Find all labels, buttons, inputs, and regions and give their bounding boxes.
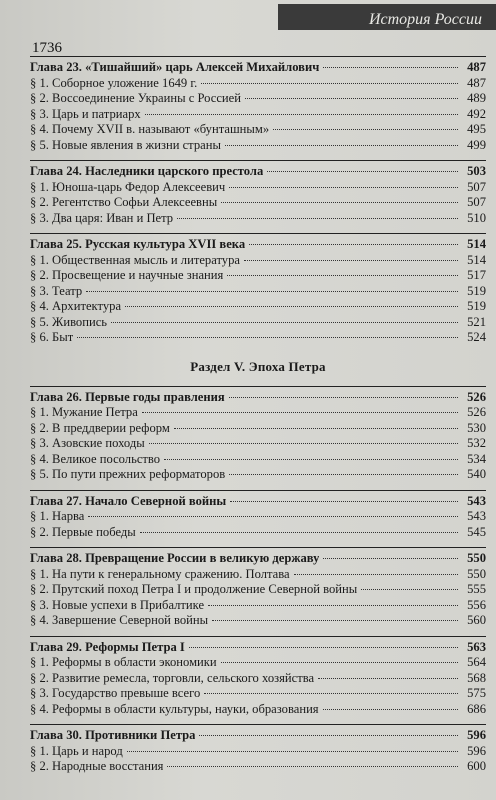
dot-leader — [323, 709, 458, 710]
page-ref: 530 — [467, 420, 486, 435]
page-ref: 521 — [467, 314, 486, 329]
section-label: § 2. Регентство Софьи Алексеевны — [30, 195, 218, 209]
header-bar — [278, 4, 496, 30]
dot-leader — [318, 678, 458, 679]
dot-leader — [174, 428, 458, 429]
page-ref: 503 — [467, 164, 486, 178]
section-row[interactable] — [30, 467, 486, 483]
section-label: § 4. Реформы в области культуры, науки, образования — [30, 701, 319, 716]
section-row[interactable] — [30, 211, 486, 227]
chapter-row[interactable] — [30, 640, 486, 656]
dot-leader — [245, 98, 458, 99]
section-label: § 3. Государство превыше всего — [30, 686, 201, 700]
dot-leader — [229, 397, 458, 398]
page-ref: 519 — [467, 283, 486, 298]
dot-leader — [149, 443, 458, 444]
page-ref: 564 — [467, 655, 486, 669]
page-ref: 600 — [467, 759, 486, 773]
section-row[interactable] — [30, 702, 486, 718]
section-row[interactable] — [30, 525, 486, 541]
page-ref: 686 — [467, 701, 486, 716]
section-label: § 1. Мужание Петра — [30, 405, 138, 419]
page-ref: 507 — [467, 195, 486, 209]
chapter-block — [30, 547, 486, 629]
section-row[interactable] — [30, 91, 486, 107]
dot-leader — [361, 589, 458, 590]
section-row[interactable] — [30, 299, 486, 315]
dot-leader — [267, 171, 458, 172]
dot-leader — [212, 620, 458, 621]
dot-leader — [111, 322, 458, 323]
section-label: § 1. Реформы в области экономики — [30, 655, 217, 669]
dot-leader — [230, 501, 458, 502]
chapter-block — [30, 724, 486, 775]
chapter-block — [30, 636, 486, 718]
page-ref: 568 — [467, 670, 486, 685]
chapter-block — [30, 490, 486, 541]
dot-leader — [221, 662, 458, 663]
section-row[interactable] — [30, 671, 486, 687]
page-ref: 534 — [467, 451, 486, 466]
dot-leader — [201, 83, 458, 84]
chapter-title: Глава 28. Превращение России в великую державу — [30, 551, 320, 565]
chapter-block — [30, 233, 486, 346]
chapter-title: Глава 23. «Тишайший» царь Алексей Михайлович — [30, 60, 320, 74]
section-row[interactable] — [30, 122, 486, 138]
dot-leader — [189, 647, 458, 648]
dot-leader — [249, 244, 458, 245]
section-row[interactable] — [30, 598, 486, 614]
dot-leader — [227, 275, 458, 276]
dot-leader — [177, 218, 458, 219]
page-ref: 532 — [467, 436, 486, 450]
chapter-title: Глава 25. Русская культура XVII века — [30, 237, 246, 251]
page-ref: 560 — [467, 613, 486, 627]
book-title: История России — [368, 11, 482, 28]
part-title: Раздел V. Эпоха Петра — [190, 358, 326, 374]
dot-leader — [125, 306, 458, 307]
section-row[interactable] — [30, 582, 486, 598]
chapter-title: Глава 24. Наследники царского престола — [30, 164, 264, 178]
chapter-title: Глава 30. Противники Петра — [30, 728, 196, 742]
section-row[interactable] — [30, 759, 486, 775]
page-ref: 543 — [467, 493, 486, 508]
page-ref: 487 — [467, 75, 486, 90]
dot-leader — [204, 693, 458, 694]
dot-leader — [221, 202, 458, 203]
section-label: § 5. Новые явления в жизни страны — [30, 137, 221, 152]
page-ref: 489 — [467, 91, 486, 105]
section-label: § 1. Юноша-царь Федор Алексеевич — [30, 179, 226, 194]
chapter-block — [30, 386, 486, 483]
page-ref: 555 — [467, 582, 486, 596]
section-row[interactable] — [30, 405, 486, 421]
chapter-row[interactable] — [30, 60, 486, 76]
section-row[interactable] — [30, 315, 486, 331]
page-ref: 519 — [467, 299, 486, 313]
page-ref: 492 — [467, 106, 486, 121]
section-row[interactable] — [30, 76, 486, 92]
chapter-row[interactable] — [30, 164, 486, 180]
section-row[interactable] — [30, 421, 486, 437]
section-row[interactable] — [30, 655, 486, 671]
section-label: § 3. Царь и патриарх — [30, 106, 141, 121]
page-ref: 540 — [467, 467, 486, 481]
page-ref: 550 — [467, 566, 486, 581]
page-ref: 575 — [467, 686, 486, 700]
page-ref: 526 — [467, 389, 486, 404]
dot-leader — [323, 558, 458, 559]
page-ref: 563 — [467, 639, 486, 654]
section-label: § 1. На пути к генеральному сражению. Полтава — [30, 566, 290, 581]
section-label: § 2. Просвещение и научные знания — [30, 268, 224, 282]
section-row[interactable] — [30, 107, 486, 123]
dot-leader — [229, 187, 458, 188]
dot-leader — [140, 532, 458, 533]
section-label: § 2. Первые победы — [30, 524, 136, 539]
section-label: § 3. Азовские походы — [30, 436, 145, 450]
dot-leader — [142, 412, 458, 413]
dot-leader — [208, 605, 458, 606]
section-row[interactable] — [30, 452, 486, 468]
section-label: § 2. В преддверии реформ — [30, 420, 170, 435]
chapter-title: Глава 27. Начало Северной войны — [30, 493, 227, 508]
section-row[interactable] — [30, 284, 486, 300]
section-label: § 4. Почему XVII в. называют «бунташным» — [30, 122, 270, 136]
section-row[interactable] — [30, 268, 486, 284]
page-ref: 543 — [467, 509, 486, 523]
section-label: § 1. Общественная мысль и литература — [30, 252, 240, 267]
chapter-row[interactable] — [30, 728, 486, 744]
page-ref: 487 — [467, 60, 486, 74]
chapter-block — [30, 56, 486, 153]
chapter-row[interactable] — [30, 390, 486, 406]
section-row[interactable] — [30, 567, 486, 583]
page-ref: 499 — [467, 137, 486, 152]
dot-leader — [167, 766, 458, 767]
section-row[interactable] — [30, 253, 486, 269]
chapter-row[interactable] — [30, 237, 486, 253]
dot-leader — [244, 260, 458, 261]
page-ref: 514 — [467, 237, 486, 251]
dot-leader — [77, 337, 458, 338]
section-label: § 3. Новые успехи в Прибалтике — [30, 597, 205, 612]
page-ref: 556 — [467, 597, 486, 612]
page-ref: 526 — [467, 405, 486, 419]
chapter-title: Глава 29. Реформы Петра I — [30, 639, 185, 654]
dot-leader — [145, 114, 458, 115]
page-number: 1736 — [32, 40, 62, 56]
running-header — [0, 0, 496, 34]
section-row[interactable] — [30, 744, 486, 760]
page-ref: 596 — [467, 728, 486, 742]
dot-leader — [273, 129, 458, 130]
page-ref: 514 — [467, 252, 486, 267]
section-row[interactable] — [30, 509, 486, 525]
dot-leader — [294, 574, 458, 575]
dot-leader — [229, 474, 458, 475]
page-ref: 495 — [467, 122, 486, 136]
section-label: § 1. Нарва — [30, 509, 85, 523]
section-label: § 4. Завершение Северной войны — [30, 613, 209, 627]
page-ref: 596 — [467, 743, 486, 758]
dot-leader — [127, 751, 458, 752]
section-row[interactable] — [30, 330, 486, 346]
page-ref: 524 — [467, 330, 486, 344]
page-ref: 517 — [467, 268, 486, 282]
section-label: § 3. Два царя: Иван и Петр — [30, 210, 174, 225]
section-label: § 6. Быт — [30, 330, 74, 344]
dot-leader — [225, 145, 458, 146]
dot-leader — [164, 459, 458, 460]
section-row[interactable] — [30, 138, 486, 154]
page-ref: 510 — [467, 210, 486, 225]
section-label: § 2. Народные восстания — [30, 759, 164, 773]
chapter-block — [30, 160, 486, 226]
section-label: § 1. Царь и народ — [30, 743, 123, 758]
dot-leader — [86, 291, 458, 292]
table-of-contents — [30, 56, 486, 782]
page-ref: 550 — [467, 551, 486, 565]
dot-leader — [199, 735, 458, 736]
chapter-row[interactable] — [30, 551, 486, 567]
chapter-row[interactable] — [30, 494, 486, 510]
dot-leader — [88, 516, 458, 517]
section-label: § 5. По пути прежних реформаторов — [30, 467, 226, 481]
section-label: § 2. Прутский поход Петра I и продолжение Северной войны — [30, 582, 358, 596]
section-row[interactable] — [30, 686, 486, 702]
section-row[interactable] — [30, 195, 486, 211]
page-ref: 545 — [467, 524, 486, 539]
section-row[interactable] — [30, 613, 486, 629]
section-label: § 2. Воссоединение Украины с Россией — [30, 91, 241, 105]
section-label: § 3. Театр — [30, 283, 83, 298]
section-label: § 1. Соборное уложение 1649 г. — [30, 75, 198, 90]
section-label: § 4. Архитектура — [30, 299, 122, 313]
section-row[interactable] — [30, 436, 486, 452]
chapter-title: Глава 26. Первые годы правления — [30, 389, 225, 404]
dot-leader — [323, 67, 458, 68]
section-label: § 4. Великое посольство — [30, 451, 161, 466]
page-ref: 507 — [467, 179, 486, 194]
section-label: § 2. Развитие ремесла, торговли, сельского хозяйства — [30, 670, 315, 685]
section-row[interactable] — [30, 180, 486, 196]
section-label: § 5. Живопись — [30, 314, 108, 329]
